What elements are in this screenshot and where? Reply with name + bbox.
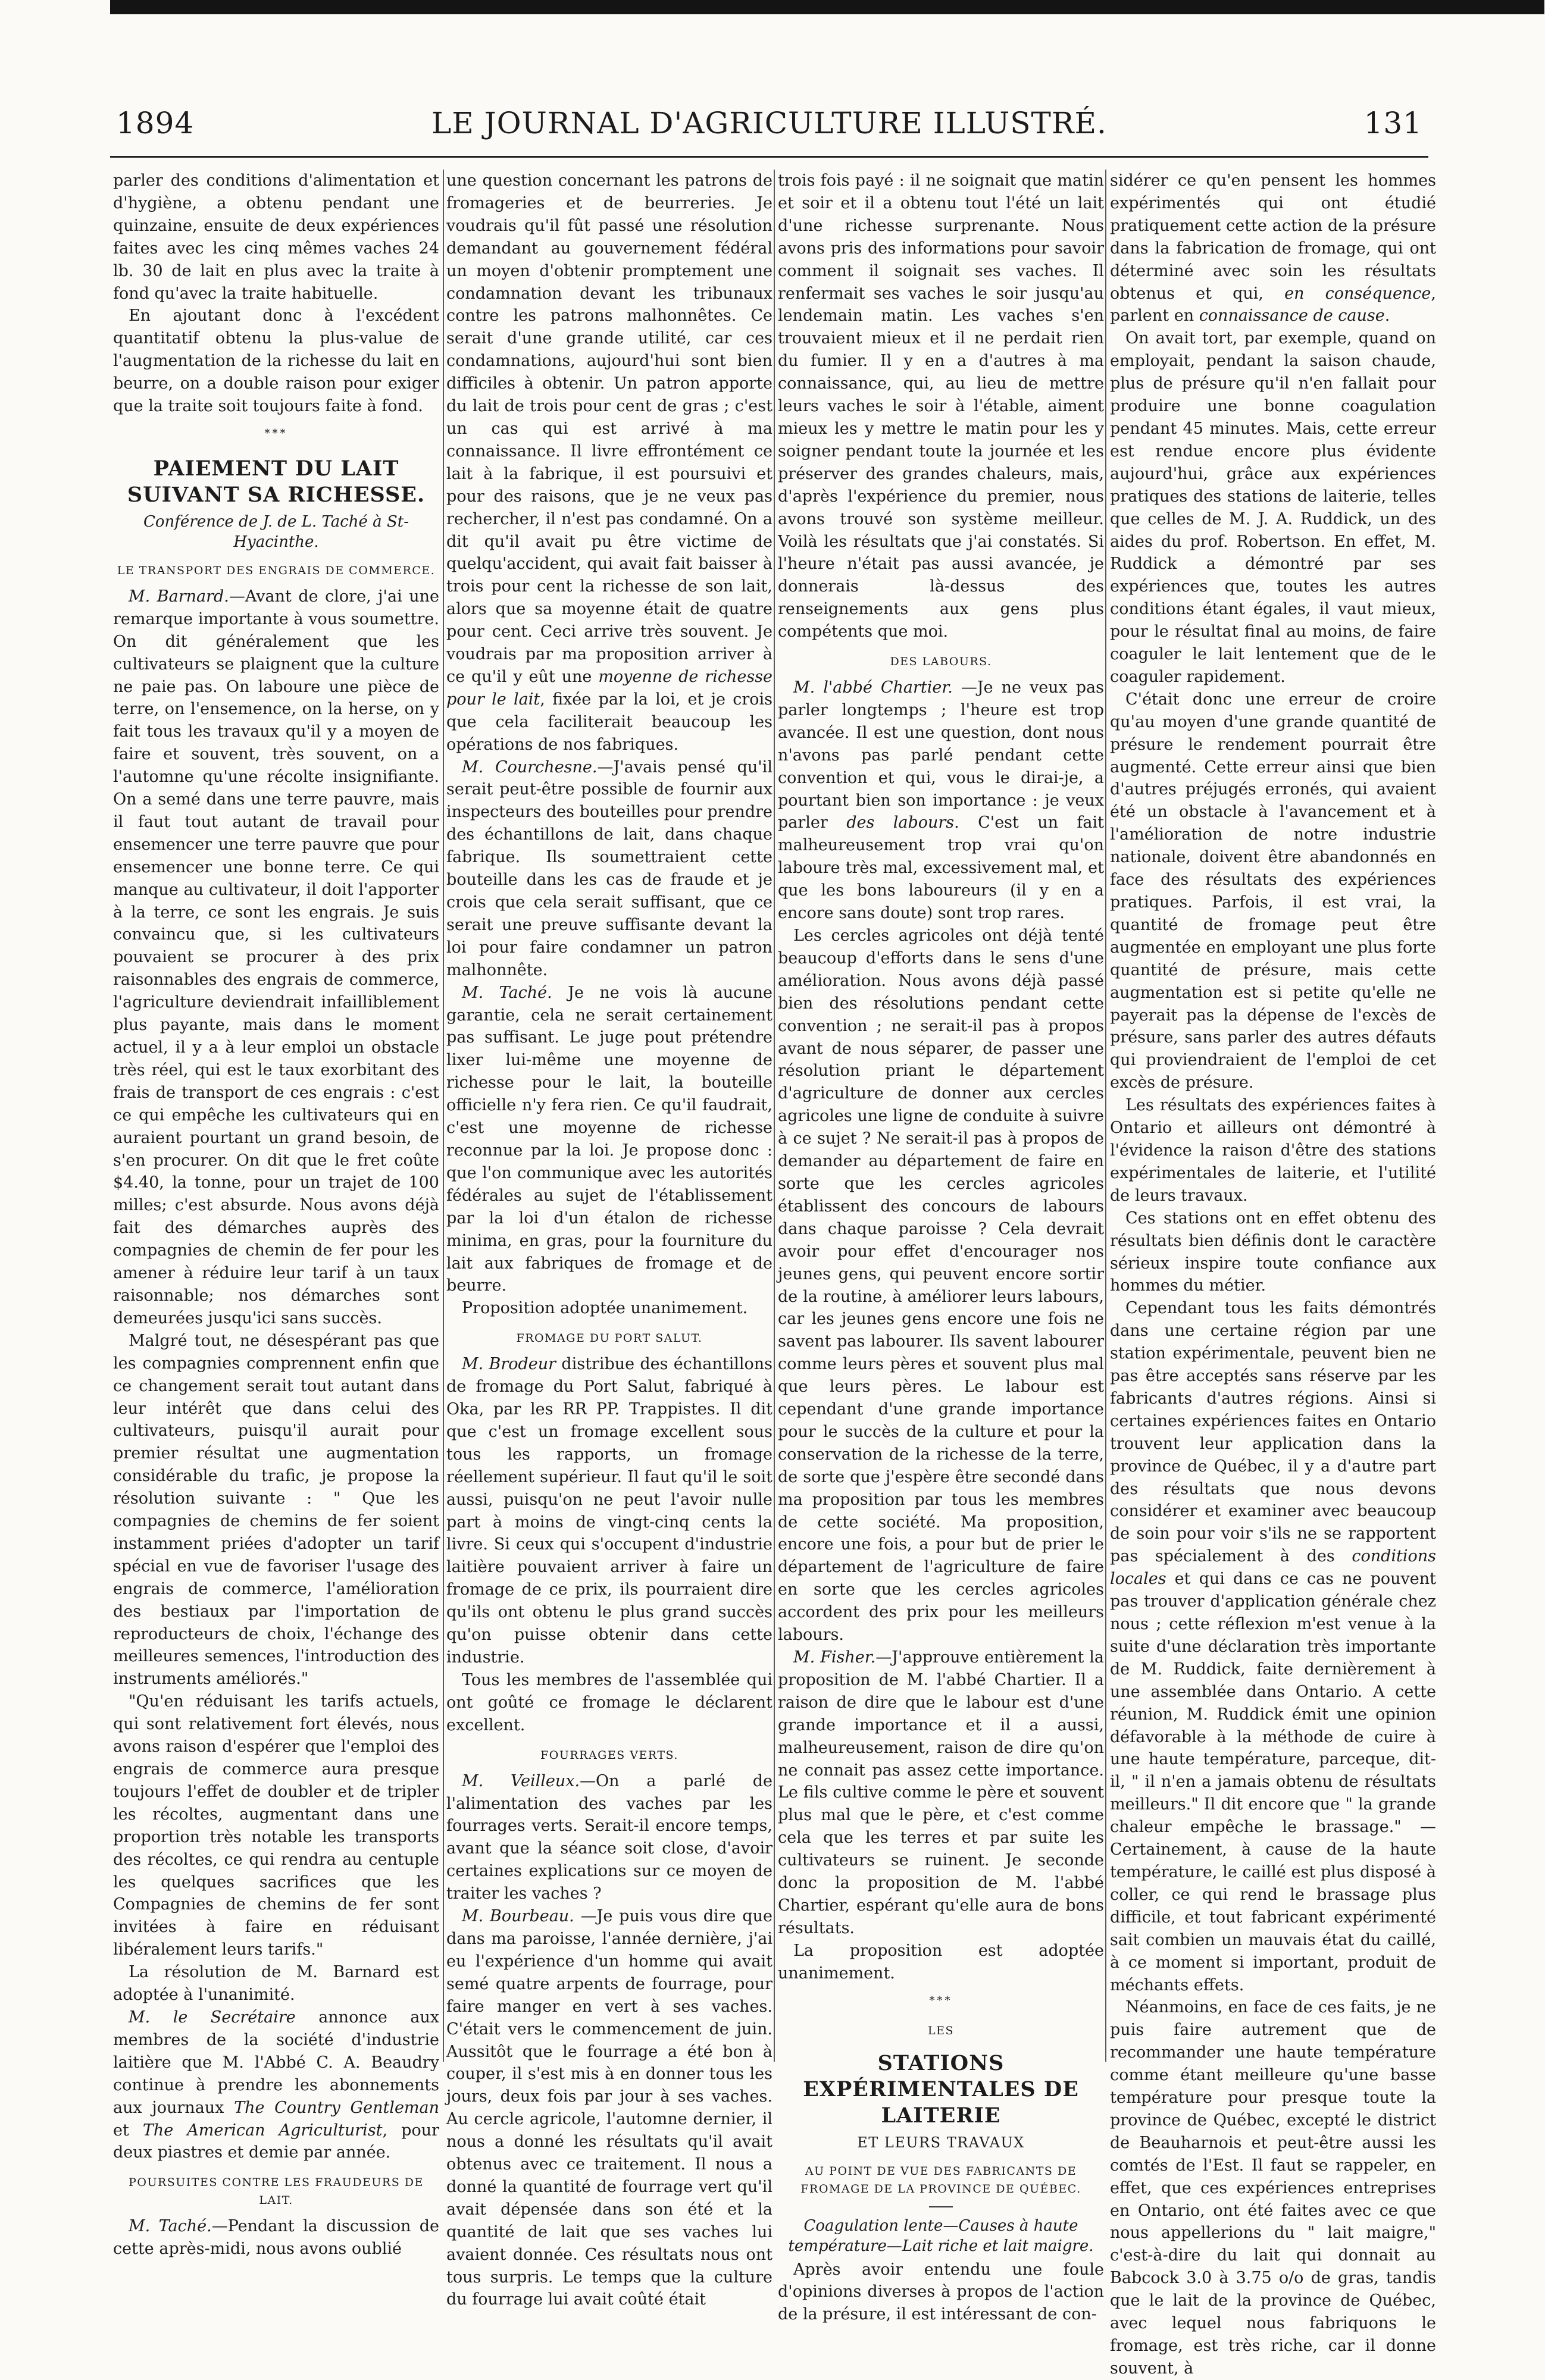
- header-rule: [110, 156, 1428, 158]
- article-subtitle: Coagulation lente—Causes à haute température—Lait riche et lait maigre.: [788, 2216, 1094, 2255]
- paragraph: Les résultats des expériences faites à Ontario et ailleurs ont démontré à l'évidence la raison d'être des stations expérimentales de laiterie, et l'utilité de leurs travaux.: [1110, 1096, 1436, 1205]
- emphasis: moyenne de richesse pour le lait: [446, 667, 773, 709]
- section-heading: POURSUITES CONTRE LES FRAUDEURS DE LAIT.: [129, 2176, 424, 2207]
- column-separator: [1105, 170, 1106, 2062]
- paragraph-text: —J'avais pensé qu'il serait peut-être possible de fournir aux inspecteurs des bouteilles pour prendre des échantillons de lait, dans chaque fabrique. Ils soumettraient cette bouteille dans les cas de fraude et je crois que cela serait suffisant, que ce serait une preuve suffisante devant la loi pour faire condamner un patron malhonnête.: [446, 757, 772, 979]
- speaker-name: M. Bourbeau.: [462, 1907, 574, 1926]
- section-heading: LE TRANSPORT DES ENGRAIS DE COMMERCE.: [117, 563, 436, 577]
- paragraph: [1110, 1297, 1436, 1996]
- section-heading: FROMAGE DU PORT SALUT.: [516, 1332, 703, 1345]
- column-3: [778, 170, 1105, 2324]
- paragraph-text: , pour deux piastres et demie par année.: [113, 2121, 439, 2162]
- paragraph: Après avoir entendu une foule d'opinions diverses à propos de l'action de la présure, il est intéressant de con-: [778, 2260, 1104, 2324]
- speaker-name: M. l'abbé Chartier.: [793, 678, 953, 697]
- journal-name: The Country Gentleman: [234, 2098, 440, 2117]
- speaker-name: M. Fisher.: [793, 1648, 876, 1667]
- paragraph: [446, 170, 772, 756]
- paragraph-text: et: [113, 2121, 143, 2140]
- paragraph: "Qu'en réduisant les tarifs actuels, qui sont relativement fort élevés, nous avons raison d'espérer que l'emploi des engrais de commerce aura presque toujours l'effet de doubler et de tripler les récoltes, augmentant dans une proportion très notable les transports des récoltes, ce qui rendra au centuple les quelques sacrifices que les Compagnies de chemins de fer sont invitées à faire en réduisant libéralement leurs tarifs.": [113, 1692, 439, 1959]
- section-heading: FOURRAGES VERTS.: [540, 1748, 678, 1762]
- top-border-bar: [110, 0, 1544, 14]
- paragraph-text: et qui dans ce cas ne pouvent pas trouver d'application générale chez nous ; cette réflexion m'est venue à la suite d'une déclaration très importante de M. Ruddick, faite dernièrement à une assemblée dans Ontario. A cette réunion, M. Ruddick émit une opinion défavorable à la méthode de cuire à une haute température, parceque, dit-il, " il n'en a jamais obtenu de résultats meilleurs." Il dit encore que " la grande chaleur empêche le brassage." —Certainement, à cause de la haute température, le caillé est plus disposé à coller, ce qui rend le brassage plus difficile, et tout fabricant expérimenté sait combien un mauvais état du caillé, à ce moment si important, produit de méchants effets.: [1110, 1570, 1436, 1994]
- paragraph: [446, 756, 772, 982]
- paragraph: [446, 1770, 772, 1905]
- header-year: 1894: [116, 106, 195, 140]
- paragraph: parler des conditions d'alimentation et d'hygiène, a obtenu pendant une quinzaine, ensuite de deux expériences faites avec les cinq mêmes vaches 24 lb. 30 de lait en plus avec la traite à fond qu'avec la traite habituelle.: [113, 171, 439, 303]
- column-2: [446, 170, 773, 2309]
- paragraph-text: une question concernant les patrons de fromageries et de beurreries. Je voudrais qu'il fût passé une résolution demandant au gouvernement fédéral un moyen d'obtenir promptement une condamnation devant les tribunaux contre les patrons malhonnêtes. Ce serait d'une grande utilité, car ces condamnations, aujourd'hui sont bien difficiles à obtenir. Un patron apporte du lait de trois pour cent de gras ; c'est un cas qui est arrivé à ma connaissance. Il livre effrontément ce lait à la fabrique, il est poursuivi et pour des raisons, que je ne veux pas rechercher, il n'est pas condamné. On a dit qu'il avait pu être victime de quelqu'accident, qui avait fait baisser à trois pour cent la richesse de son lait, alors que sa moyenne était de quatre pour cent. Ceci arrive très souvent. Je voudrais par ma proposition arriver à ce qu'il y eût une: [446, 171, 772, 686]
- paragraph-text: —J'approuve entièrement la proposition de M. l'abbé Chartier. Il a raison de dire que le labour est d'une grande importance et il a aussi, malheureusement, raison de dire qu'on ne connait pas assez cette importance. Le fils cultive comme le père et souvent plus mal que le père, et c'est comme cela que les terres et par suite les cultivateurs se ruinent. Je seconde donc la proposition de M. l'abbé Chartier, espérant qu'elle aura de bons résultats.: [778, 1648, 1104, 1937]
- paragraph: Malgré tout, ne désespérant pas que les compagnies comprennent enfin que ce changement serait tout autant dans leur intérêt que dans celui des cultivateurs, puisqu'il aurait pour premier résultat une augmentation considérable du trafic, je propose la résolution suivante : " Que les compagnies de chemins de fer soient instamment priées d'adopter un tarif spécial en vue de favoriser l'usage des engrais de commerce, l'amélioration des bestiaux par l'importation de reproducteurs de choix, l'échange des meilleures semences, l'introduction des instruments améliorés.": [113, 1331, 439, 1689]
- column-separator: [443, 170, 444, 2062]
- paragraph: C'était donc une erreur de croire qu'au moyen d'une grande quantité de présure le rendement pourrait être augmenté. Cette erreur ainsi que bien d'autres préjugés erronés, qui avaient été un obstacle à l'avancement et à l'amélioration de notre industrie nationale, doivent être abandonnés en face des résultats des expériences pratiques. Parfois, il est vrai, la quantité de fromage peut être augmentée en employant une plus forte quantité de présure, mais cette augmentation est si petite qu'elle ne payerait pas la dépense de l'excès de présure, sans parler des autres défauts qui proviendraient de l'emploi de cet excès de présure.: [1110, 690, 1436, 1092]
- paragraph-text: , fixée par la loi, et je crois que cela faciliterait beaucoup les opérations de nos fabriques.: [446, 690, 772, 754]
- paragraph-text: , parlent en: [1110, 284, 1436, 325]
- speaker-name: M. le Secrétaire: [129, 2008, 296, 2027]
- emphasis: connaissance de cause: [1199, 306, 1385, 325]
- paragraph: Ces stations ont en effet obtenu des résultats bien définis dont le caractère sérieux inspire toute confiance aux hommes du métier.: [1110, 1208, 1436, 1295]
- column-1: [113, 170, 440, 2259]
- paragraph-text: —Pendant la discussion de cette après-midi, nous avons oublié: [113, 2217, 439, 2259]
- paragraph-text: —Avant de clore, j'ai une remarque importante à vous soumettre. On dit généralement que les cultivateurs se plaignent que la culture ne paie pas. On laboure une pièce de terre, on l'ensemence, on la herse, on y fait tous les travaux qu'il y a moyen de faire et souvent, très souvent, on a l'automne qu'une récolte insignifiante. On a semé dans une terre pauvre, mais il faut tout autant de travail pour ensemencer une terre pauvre que pour ensemencer une bonne terre. Ce qui manque au cultivateur, il doit l'apporter à la terre, ce sont les engrais. Je suis convaincu que, si les cultivateurs pouvaient se procurer à des prix raisonnables des engrais de commerce, l'agriculture deviendrait infailliblement plus payante, mais dans le moment actuel, il y a à leur emploi un obstacle très réel, qui est le taux exorbitant des frais de transport de ces engrais : c'est ce qui empêche les cultivateurs qui en auraient pourtant un grand besoin, de s'en procurer. On dit que le fret coûte $4.40, la tonne, pour un trajet de 100 milles; c'est absurde. Nous avons déjà fait des démarches auprès des compagnies de chemin de fer pour les amener à réduire leur tarif à un taux raisonnable; nos démarches sont demeurées jusqu'ici sans succès.: [113, 587, 439, 1327]
- paragraph-text: distribue des échantillons de fromage du Port Salut, fabriqué à Oka, par les RR PP. Trappistes. Il dit que c'est un fromage excellent sous tous les rapports, un fromage réellement supérieur. Il faut qu'il le soit aussi, puisqu'on ne peut l'avoir nulle part à moins de vingt-cinq cents la livre. Si ceux qui s'occupent d'industrie laitière pouvaient arriver à faire un fromage de ce prix, ils pourraient dire qu'ils ont obtenu le plus grand succès qu'on puisse obtenir dans cette industrie.: [446, 1355, 773, 1667]
- paragraph: Tous les membres de l'assemblée qui ont goûté ce fromage le déclarent excellent.: [446, 1670, 772, 1734]
- journal-name: The American Agriculturist: [142, 2121, 383, 2140]
- emphasis: conditions locales: [1110, 1547, 1436, 1589]
- emphasis: en conséquence: [1284, 284, 1431, 303]
- paragraph-text: .: [1384, 306, 1390, 325]
- page-header: [110, 100, 1428, 154]
- speaker-name: M. Barnard.: [129, 587, 229, 606]
- paragraph: [1110, 170, 1436, 327]
- short-rule: [929, 2206, 953, 2207]
- emphasis: des labours: [846, 813, 955, 832]
- speaker-name: M. Veilleux.: [462, 1771, 580, 1790]
- section-divider: ***: [929, 1994, 953, 2007]
- speaker-name: M. Courchesne.: [462, 757, 598, 776]
- journal-title: LE JOURNAL D'AGRICULTURE ILLUSTRÉ.: [431, 106, 1107, 140]
- paragraph: [446, 1353, 772, 1669]
- paragraph: [113, 585, 439, 1330]
- column-separator: [774, 170, 775, 2062]
- article-kicker: LES: [927, 2024, 954, 2037]
- paragraph-text: Cependant tous les faits démontrés dans une certaine région par une station expérimentale, peuvent bien ne pas être acceptés sans réserve par les fabricants d'autres régions. Ainsi si certaines expériences faites en Ontario trouvent leur application dans la province de Québec, il y a d'autre part des résultats que nous devons considérer et examiner avec beaucoup de soin pour voir s'ils ne se rapportent pas spécialement à des: [1110, 1299, 1436, 1566]
- speaker-name: M. Taché.: [129, 2217, 212, 2236]
- paragraph: [446, 1905, 772, 2311]
- paragraph: [446, 982, 772, 1298]
- paragraph: Néanmoins, en face de ces faits, je ne puis faire autrement que de recommander une haute température comme étant meilleure qu'une basse température pour presque toute la province de Québec, excepté le district de Beauharnois et peut-être aussi les comtés de l'Est. Il faut se rappeler, en effet, que ces expériences entreprises en Ontario, ont été faites avec ce que nous appellerions du " lait maigre," c'est-à-dire du lait qui donnait au Babcock 3.0 à 3.75 o/o de gras, tandis que le lait de la province de Québec, avec lequel nous fabriquons le fromage, est très riche, car il donne souvent, à: [1110, 1998, 1436, 2378]
- paragraph: La proposition est adoptée unanimement.: [778, 1941, 1104, 1983]
- paragraph: [778, 1646, 1104, 1940]
- page-number: 131: [1363, 106, 1422, 140]
- article-title: STATIONS EXPÉRIMENTALES DE LAITERIE: [803, 2050, 1079, 2128]
- speaker-name: M. Brodeur: [462, 1355, 556, 1374]
- paragraph-text: —On a parlé de l'alimentation des vaches par les fourrages verts. Serait-il encore temps, avant que la séance soit close, d'avoir certaines explications sur ce moyen de traiter les vaches ?: [446, 1771, 772, 1903]
- paragraph: [113, 2006, 439, 2164]
- paragraph-text: annonce aux membres de la société d'industrie laitière que M. l'Abbé C. A. Beaudry continue à prendre les abonnements aux journaux: [113, 2008, 439, 2117]
- paragraph: En ajoutant donc à l'excédent quantitatif obtenu la plus-value de l'augmentation de la richesse du lait en beurre, on a double raison pour exiger que la traite soit toujours faite à fond.: [113, 306, 439, 416]
- section-divider: ***: [264, 427, 288, 440]
- paragraph: Les cercles agricoles ont déjà tenté beaucoup d'efforts dans le sens d'une amélioration. Nous avons déjà passé bien des résolutions pendant cette convention ; ne serait-il pas à propos avant de nous séparer, de passer une résolution priant le département d'agriculture de donner aux cercles agricoles une ligne de conduite à suivre à ce sujet ? Ne serait-il pas à propos de demander au département de faire en sorte que les cercles agricoles établissent des concours de labours dans chaque paroisse ? Cela devrait avoir pour effet d'encourager nos jeunes gens, qui peuvent encore sortir de la routine, à améliorer leurs labours, car les jeunes gens encore une fois ne savent pas labourer. Ils savent labourer comme leurs pères et souvent plus mal que leurs pères. Le labour est cependant d'une grande importance pour le succès de la culture et pour la conservation de la richesse de la terre, de sorte que j'espère être secondé dans ma proposition par tous les membres de cette société. Ma proposition, encore une fois, a pour but de prier le département de l'agriculture de faire en sorte que les cercles agricoles accordent des prix pour les meilleurs labours.: [778, 926, 1104, 1645]
- paragraph: trois fois payé : il ne soignait que matin et soir et il a obtenu tout l'été un lait d'une richesse surprenante. Nous avons pris des informations pour savoir comment il soignait ses vaches. Il renfermait ses vaches le soir jusqu'au lendemain matin. Les vaches s'en trouvaient mieux et il ne perdait rien du fumier. Il y en a d'autres à ma connaissance, qui, au lieu de mettre leurs vaches le soir à l'étable, aiment mieux les y mettre le matin pour les y soigner pendant toute la journée et les préserver des grandes chaleurs, mais, d'après l'expérience du premier, nous avons trouvé son système meilleur. Voilà les résultats que j'ai constatés. Si l'heure n'était pas aussi avancée, je donnerais là-dessus des renseignements aux gens plus compétents que moi.: [778, 171, 1104, 641]
- paragraph: Proposition adoptée unanimement.: [462, 1299, 748, 1318]
- paragraph: On avait tort, par exemple, quand on employait, pendant la saison chaude, plus de présure qu'il n'en fallait pour produire une bonne coagulation pendant 45 minutes. Mais, cette erreur est rendue encore plus évidente aujourd'hui, grâce aux expériences pratiques des stations de laiterie, telles que celles de M. J. A. Ruddick, un des aides du prof. Robertson. En effet, M. Ruddick a démontré par ses expériences que, toutes les autres conditions étant égales, il vaut mieux, pour le résultat final au moins, de faire coaguler le lait lentement que de le coaguler rapidement.: [1110, 329, 1436, 686]
- paragraph-text: sidérer ce qu'en pensent les hommes expérimentés qui ont étudié pratiquement cette action de la présure dans la fabrication de fromage, qui ont déterminé avec soin les résultats obtenus et qui,: [1110, 171, 1436, 303]
- paragraph: [778, 677, 1104, 925]
- speaker-name: M. Taché.: [462, 983, 552, 1002]
- paragraph-text: —Je ne veux pas parler longtemps ; l'heure est trop avancée. Il est une question, dont nous n'avons pas parlé pendant cette convention et qui, vous le dirai-je, a pourtant bien son importance : je veux parler: [778, 678, 1104, 832]
- paragraph-text: Je ne vois là aucune garantie, cela ne serait certainement pas suffisant. Le juge pout prétendre lixer lui-même une moyenne de richesse pour le lait, la bouteille officielle n'y fera rien. Ce qu'il faudrait, c'est une moyenne de richesse reconnue par la loi. Je propose donc : que l'on communique avec les autorités fédérales au sujet de l'établissement par la loi d'un étalon de richesse minima, en gras, pour la fourniture du lait aux fabriques de fromage et de beurre.: [446, 983, 772, 1295]
- article-title-line2: ET LEURS TRAVAUX: [857, 2134, 1025, 2151]
- section-heading: DES LABOURS.: [890, 655, 992, 669]
- paragraph-text: . C'est un fait malheureusement trop vrai qu'on laboure très mal, excessivement mal, et que les bons laboureurs (il y en a encore sans doute) sont trop rares.: [778, 813, 1105, 923]
- column-4: [1110, 170, 1436, 2378]
- article-subtitle: Conférence de J. de L. Taché à St-Hyacinthe.: [143, 512, 409, 551]
- article-title: PAIEMENT DU LAIT SUIVANT SA RICHESSE.: [127, 456, 426, 507]
- article-deck: AU POINT DE VUE DES FABRICANTS DE FROMAGE DE LA PROVINCE DE QUÉBEC.: [800, 2164, 1081, 2196]
- paragraph-text: —Je puis vous dire que dans ma paroisse, l'année dernière, j'ai eu l'expérience d'un homme qui avait semé quatre arpents de fourrage, pour faire manger en vert à ses vaches. C'était vers le commencement de juin. Aussitôt que le fourrage a été bon à couper, il s'est mis à en donner tous les jours, deux fois par jour à ses vaches. Au cercle agricole, l'automne dernier, il nous a donné les résultats qu'il avait obtenus avec ce traitement. Il nous a donné la quantité de fourrage vert qu'il avait dépensée dans son été et la quantité de lait que ses vaches lui avaient donnée. Ces résultats nous ont tous surpris. Le temps que la culture du fourrage lui avait coûté était: [446, 1907, 772, 2309]
- paragraph: La résolution de M. Barnard est adoptée à l'unanimité.: [113, 1963, 439, 2005]
- paragraph: [113, 2215, 439, 2260]
